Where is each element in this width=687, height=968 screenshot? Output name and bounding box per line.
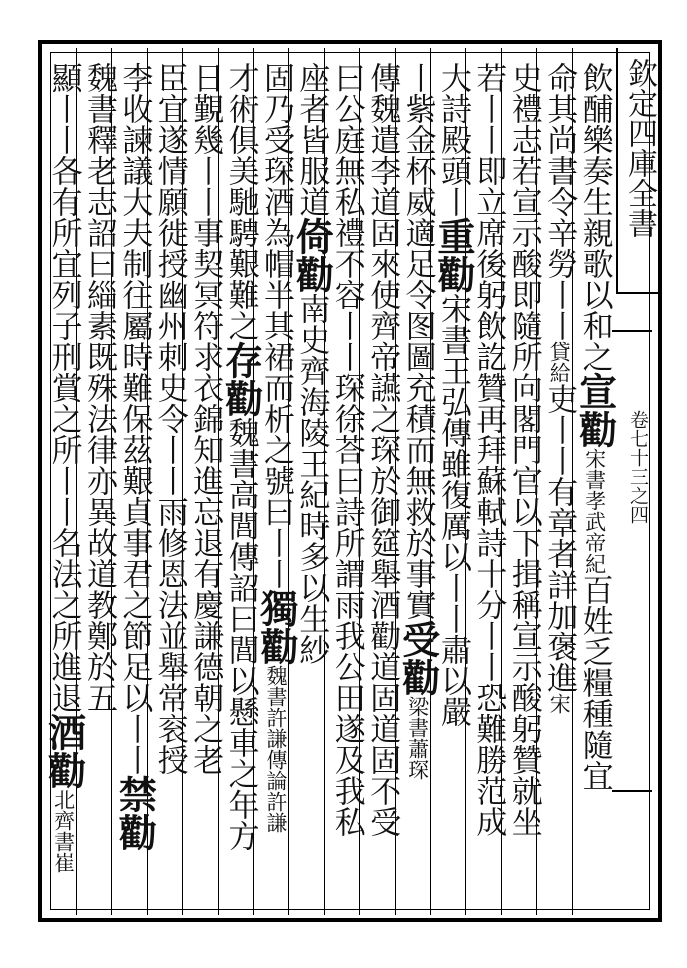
citation-note: 宋 [547,693,572,714]
column-text: 大詩殿頭丨 [435,62,471,217]
column-text: 吏丨丨有章者詳加褒進 [541,383,578,693]
column-text: 求衣錦知進忘退有慶謙德朝之老 [187,341,224,775]
entry-headword: 獨勸 [254,589,299,665]
column-text: 若丨丨即立席後躬飲訖贊再拜蘇軾詩十分丨丨恐難勝范成 [470,62,507,837]
entry-headword: 酒勸 [41,713,87,789]
volume-label: 卷七十三之四 [627,410,649,524]
column-text: 百姓乏糧種隨宜 [576,574,613,791]
column-rule [41,48,42,915]
entry-headword: 宣勸 [572,372,618,448]
column-text: 為帽半其裙而析之號曰丨丨 [258,217,294,589]
citation-note: 貸給 [547,341,572,383]
column-text: 魏書釋老志詔曰緇素既殊法律亦異故道教鄭於五 [81,62,117,713]
column-text: 顯丨丨各有所宜列子刑賞之所丨丨名法之所進退 [45,62,82,713]
divider-mark [612,330,652,332]
column-text: 南史齊海陵王紀時多以生紗 [293,293,330,665]
citation-note: 魏書許謙傳論許謙 [264,665,288,833]
text-column [42,62,86,912]
entry-headword: 存勸 [218,341,264,417]
divider-mark [612,790,652,792]
column-text: 飲酺樂奏生親歌以和之 [576,62,613,372]
column-text: 臣宜遂情願徙授幽州刺史令丨丨雨修恩法並舉常衮授 [151,62,188,775]
entry-headword: 受勸 [395,620,441,696]
citation-note: 宋書孝武帝紀 [582,448,607,574]
column-text: 命其尚書令辛勞丨丨 [541,62,578,341]
column-text: 傳魏遣李道固來使齊帝讌之琛於御筵舉酒勸道固道固不受 [364,62,401,837]
entry-headword: 重勸 [431,217,476,293]
citation-note: 梁書蕭琛 [405,696,430,780]
column-text: 固乃受琛酒 [258,62,294,217]
column-text: 史禮志若宣示酸即隨所向閣門官以下揖稱宣示酸躬贊就坐 [505,62,542,837]
column-text: 宋書王弘傳雖復厲以丨丨肅以嚴 [435,293,471,727]
entry-headword: 倚勸 [289,217,335,293]
column-text: 才術俱美馳騁艱難之 [222,62,259,341]
column-text: 李收諫議大夫制往屬時難保茲艱貞事君之節足以丨丨 [116,62,153,775]
citation-note: 北齊書崔 [51,789,76,873]
column-text: 威適足令图圖充積而無救於事實 [399,186,436,620]
column-text: 日覲幾丨丨事契冥符 [187,62,224,341]
entry-headword: 禁勸 [112,775,158,851]
column-text: 曰公庭無私禮不容丨丨琛徐荅曰詩所謂雨我公田遂及我私 [328,62,365,837]
column-text: 座者皆服道 [293,62,330,217]
column-text: 丨紫金杯 [399,62,436,186]
column-text: 魏書高閭傳詔曰閭以懸車之年方 [222,417,259,851]
book-title: 欽定四庫全書 [622,58,657,238]
